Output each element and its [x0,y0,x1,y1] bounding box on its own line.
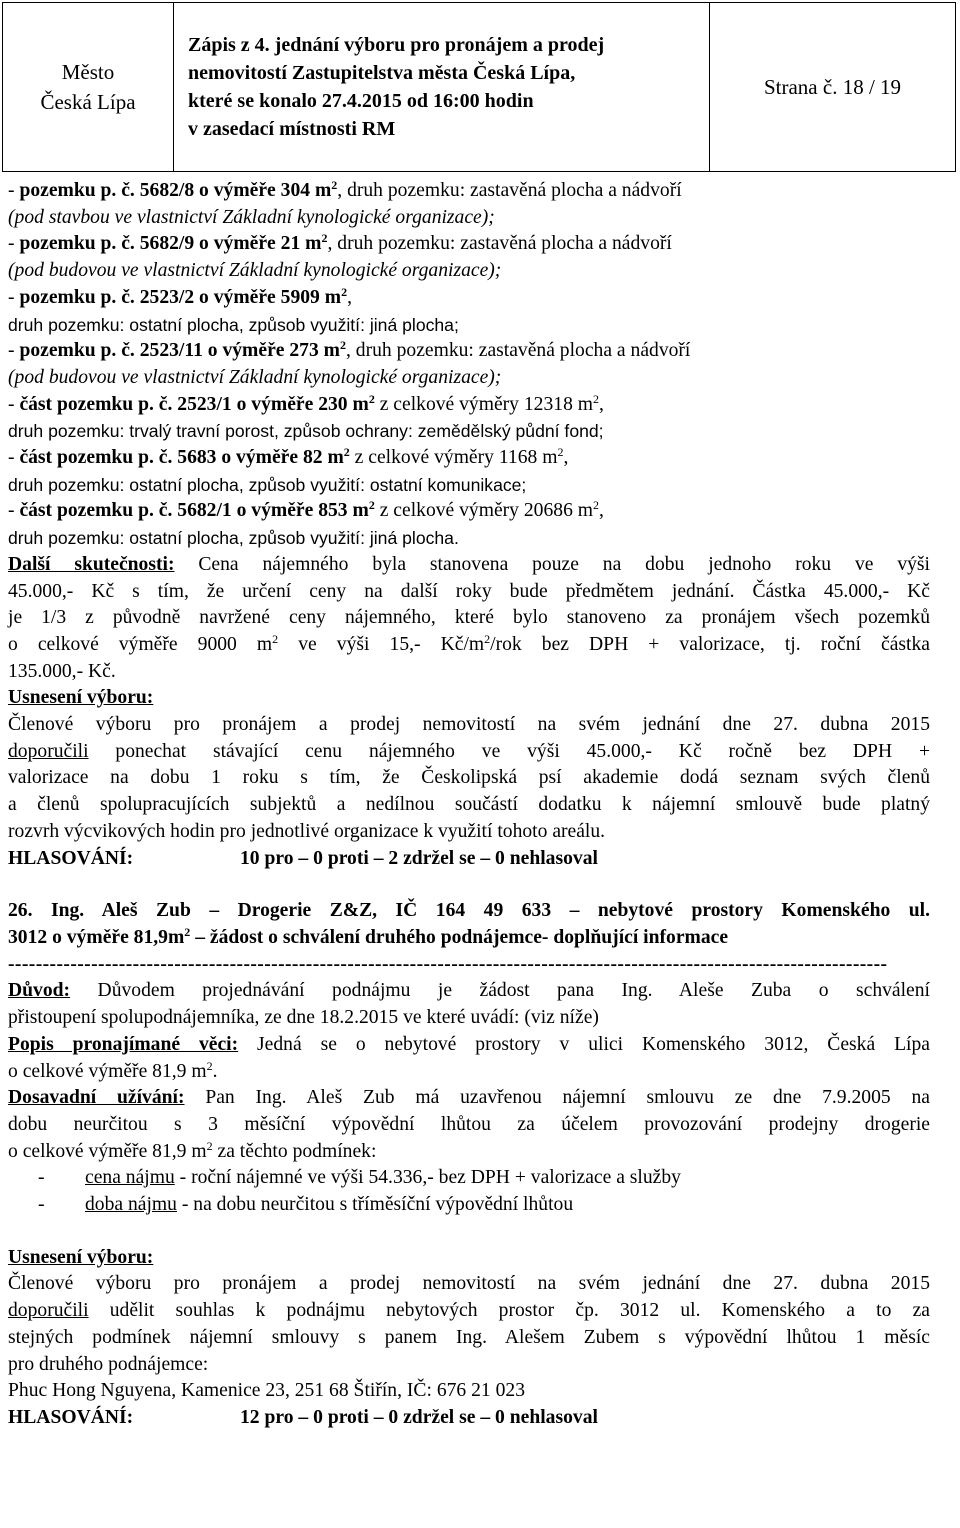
usage-line [8,1085,930,1112]
parcel-line [8,285,930,312]
document-body [8,178,930,1432]
bullet-dash: - [38,1167,45,1189]
resolution-line: stejných podmínek nájemní smlouvy s panem Ing. Alešem Zubem s výpovědní lhůtou 1 měsíc [8,1326,930,1348]
resolution-text: ponechat stávající cenu nájemného ve výši 45.000,- Kč ročně bez DPH + [88,740,930,762]
condition-item [8,1192,930,1219]
reason-line [8,978,930,1005]
document-title [174,3,710,171]
vote-label: HLASOVÁNÍ: [8,847,134,869]
superscript: 2 [272,631,279,646]
superscript: 2 [206,1058,213,1073]
parcel-line [8,498,930,525]
description-label: Popis pronajímané věci: [8,1033,239,1055]
usage-text: za těchto podmínek: [212,1140,377,1162]
condition-text: - roční nájemné ve výši 54.336,- bez DPH + valorizace a služby [174,1167,681,1189]
superscript: 2 [341,284,348,299]
condition-item [8,1165,930,1192]
city-name-line1: Město [61,60,115,84]
list-dash: - [8,340,20,362]
facts-line [8,552,930,579]
parcel-desc: , [347,286,352,308]
page-number: Strana č. 18 / 19 [763,74,902,99]
superscript: 2 [206,1138,213,1153]
title-line-4: v zasedací místnosti RM [188,118,396,140]
parcel-note: druh pozemku: ostatní plocha, způsob využití: jiná plocha. [8,528,459,549]
parcel-id: část pozemku p. č. 2523/1 o výměře 230 m [19,393,369,415]
parcel-desc-end: , [563,447,569,469]
parcel-desc-end: , [599,393,604,415]
resolution-line: Phuc Hong Nguyena, Kamenice 23, 251 68 Štiřín, IČ: 676 21 023 [8,1380,525,1402]
facts-text: o celkové výměře 9000 m [8,633,273,655]
parcel-note: (pod budovou ve vlastnictví Základní kynologické organizace); [8,366,502,388]
list-dash: - [8,180,20,201]
resolution-text: udělit souhlas k podnájmu nebytových prostor čp. 3012 ul. Komenského a to za [88,1300,930,1322]
superscript: 2 [331,178,338,192]
resolution-line: rozvrh výcvikových hodin pro jednotlivé organizace k využití tohoto areálu. [8,820,606,842]
reason-text: Důvodem projednávání podnájmu je žádost pana Ing. Aleše Zuba o schválení [70,980,930,1002]
facts-text: ve výši 15,- Kč/m [278,633,485,655]
recommended-word: doporučili [8,1300,89,1322]
vote-result: 12 pro – 0 proti – 0 zdržel se – 0 nehlasoval [240,1406,598,1428]
description-text: Jedná se o nebytové prostory v ulici Komenského 3012, Česká Lípa [238,1033,930,1055]
usage-line [8,1139,930,1166]
document-header [2,2,956,172]
facts-text: Cena nájemného byla stanovena pouze na dobu jednoho roku ve výši [198,553,930,575]
list-dash: - [8,500,20,522]
resolution-line [8,1298,930,1325]
resolution-line: a členů spolupracujících subjektů a nedílnou součástí dodatku k nájemní smlouvě bude platný [8,794,930,816]
parcel-note: (pod stavbou ve vlastnictví Základní kynologické organizace); [8,206,495,228]
parcel-line [8,231,930,258]
list-dash: - [8,447,20,469]
resolution-line: valorizace na dobu 1 roku s tím, že Českolipská psí akademie dodá seznam svých členů [8,767,930,789]
facts-line: 135.000,- Kč. [8,660,116,682]
superscript: 2 [593,498,600,513]
spacer [8,872,930,898]
superscript: 2 [343,445,350,460]
resolution-line: Členové výboru pro pronájem a prodej nemovitostí na svém jednání dne 27. dubna 2015 [8,714,930,736]
parcel-line [8,445,930,472]
list-dash: - [8,233,20,255]
city-name-line2: Česká Lípa [40,90,136,114]
resolution-label: Usnesení výboru: [8,1246,154,1268]
parcel-desc: z celkové výměry 20686 m [374,500,594,522]
resolution-line [8,739,930,766]
spacer [8,1219,930,1245]
parcel-id: pozemku p. č. 2523/11 o výměře 273 m [19,340,340,362]
resolution-line: pro druhého podnájemce: [8,1353,209,1375]
facts-label: Další skutečnosti: [8,553,175,575]
description-text: . [212,1060,218,1082]
superscript: 2 [339,338,346,353]
item-heading-line [8,925,930,952]
parcel-id: pozemku p. č. 5682/9 o výměře 21 m [19,233,322,255]
description-text: o celkové výměře 81,9 m [8,1060,207,1082]
bullet-dash: - [38,1194,45,1216]
recommended-word: doporučili [8,740,89,762]
facts-text: /rok bez DPH + valorizace, tj. roční částka [490,633,930,655]
superscript: 2 [184,924,191,939]
title-line-1: Zápis z 4. jednání výboru pro pronájem a prodej [188,34,605,56]
parcel-desc: z celkové výměry 12318 m [374,393,594,415]
reason-line: přistoupení spolupodnájemníka, ze dne 18.2.2015 ve které uvádí: (viz níže) [8,1007,599,1029]
reason-label: Důvod: [8,980,71,1002]
list-dash: - [8,393,20,415]
parcel-id: část pozemku p. č. 5683 o výměře 82 m [19,447,344,469]
parcel-desc: , druh pozemku: zastavěná plocha a nádvoří [327,233,672,255]
parcel-desc: z celkové výměry 1168 m [349,447,558,469]
superscript: 2 [368,498,375,513]
vote-label: HLASOVÁNÍ: [8,1406,134,1428]
parcel-note: (pod budovou ve vlastnictví Základní kynologické organizace); [8,260,502,282]
parcel-note: druh pozemku: trvalý travní porost, způsob ochrany: zemědělský půdní fond; [8,421,604,442]
description-line [8,1032,930,1059]
condition-label: cena nájmu [85,1167,175,1189]
superscript: 2 [557,445,564,460]
heading-text: – žádost o schválení druhého podnájemce- doplňující informace [190,926,729,948]
usage-text: o celkové výměře 81,9 m [8,1140,207,1162]
heading-text: 3012 o výměře 81,9m [8,926,185,948]
facts-line: 45.000,- Kč s tím, že určení ceny na další roky bude předmětem jednání. Částka 45.000,- Kč [8,580,930,602]
usage-label: Dosavadní užívání: [8,1087,185,1109]
condition-label: doba nájmu [85,1194,177,1216]
parcel-id: pozemku p. č. 5682/8 o výměře 304 m [19,180,332,201]
title-line-3: které se konalo 27.4.2015 od 16:00 hodin [188,90,534,112]
parcel-line [8,338,930,365]
usage-text: Pan Ing. Aleš Zub má uzavřenou nájemní smlouvu ze dne 7.9.2005 na [184,1087,930,1109]
dashed-separator: ------------------------------------------------------------------------------------------------------------------------------- [8,953,888,975]
vote-line [8,846,930,873]
item-heading-line: 26. Ing. Aleš Zub – Drogerie Z&Z, IČ 164 49 633 – nebytové prostory Komenského ul. [8,900,930,922]
facts-line [8,632,930,659]
parcel-line [8,392,930,419]
parcel-note: druh pozemku: ostatní plocha, způsob využití: ostatní komunikace; [8,474,527,495]
description-line [8,1059,930,1086]
parcel-id: pozemku p. č. 2523/2 o výměře 5909 m [19,286,342,308]
page-number-cell [710,3,955,171]
city-cell [3,3,174,171]
title-line-2: nemovitostí Zastupitelstva města Česká Lípa, [188,62,576,84]
resolution-line: Členové výboru pro pronájem a prodej nemovitostí na svém jednání dne 27. dubna 2015 [8,1273,930,1295]
resolution-label: Usnesení výboru: [8,687,154,709]
superscript: 2 [484,631,491,646]
parcel-desc: , druh pozemku: zastavěná plocha a nádvoří [345,340,691,362]
vote-line [8,1405,930,1432]
usage-line: dobu neurčitou s 3 měsíční výpovědní lhůtou za účelem provozování prodejny drogerie [8,1113,930,1135]
superscript: 2 [368,391,375,406]
parcel-desc-end: , [599,500,604,522]
parcel-id: část pozemku p. č. 5682/1 o výměře 853 m [19,500,369,522]
facts-line: je 1/3 z původně navržené ceny nájemného, které bylo stanoveno za pronájem všech pozemků [8,607,930,629]
superscript: 2 [593,391,600,406]
parcel-desc: , druh pozemku: zastavěná plocha a nádvoří [337,180,682,201]
parcel-note: druh pozemku: ostatní plocha, způsob využití: jiná plocha; [8,314,459,335]
vote-result: 10 pro – 0 proti – 2 zdržel se – 0 nehlasoval [240,847,598,869]
superscript: 2 [321,231,328,246]
condition-text: - na dobu neurčitou s tříměsíční výpovědní lhůtou [176,1194,574,1216]
parcel-line [8,178,930,205]
list-dash: - [8,286,20,308]
